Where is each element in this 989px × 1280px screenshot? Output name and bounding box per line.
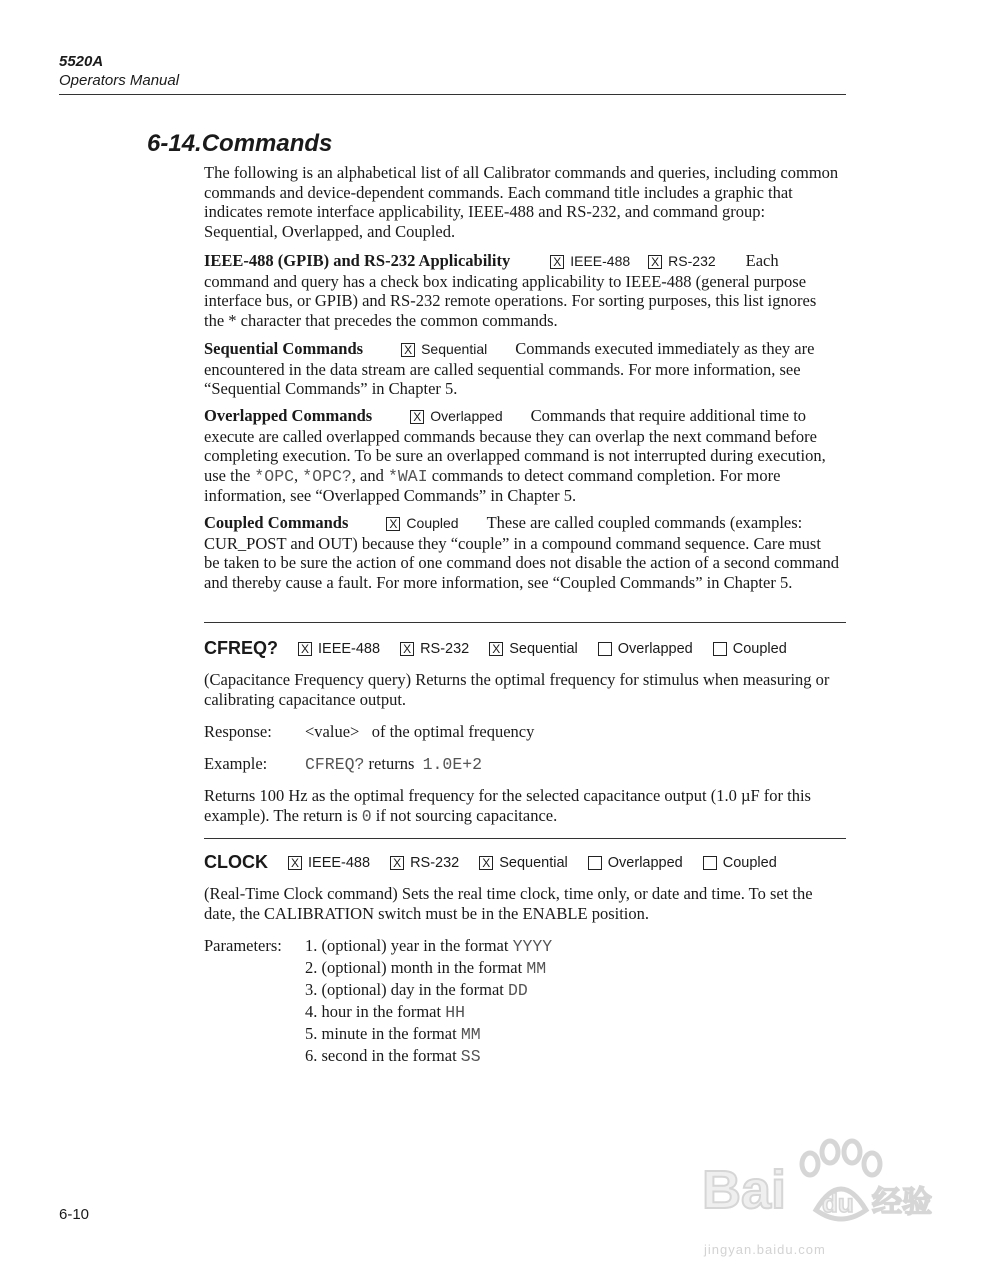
list-item: 6. second in the format SS xyxy=(305,1046,481,1066)
clock-title-row xyxy=(204,852,797,873)
flag-overlapped: Overlapped xyxy=(598,641,693,657)
sequential-paragraph xyxy=(204,339,840,399)
manual-model: 5520A xyxy=(59,53,104,70)
coupled-heading: Coupled Commands xyxy=(204,513,349,532)
coupled-block xyxy=(204,513,840,592)
checkbox-icon xyxy=(713,642,727,656)
return-zero: 0 xyxy=(361,806,372,826)
coupled-text: These are called coupled commands (examples: CUR_POST and OUT) because they “couple” in a compound command sequence. Care must be taken to be sure the action of one command does not disable the action of a second command and thereby cause a fault. For more information, see “Coupled Commands” in Chapter 5. xyxy=(204,513,840,592)
section-title xyxy=(147,130,332,158)
parameters-list xyxy=(305,935,552,1067)
checkbox-icon xyxy=(703,856,717,870)
checkbox-icon: X xyxy=(648,255,662,269)
intro-paragraph: The following is an alphabetical list of all Calibrator commands and queries, including common commands and device-dependent commands. Each command title includes a graphic that indicates remote interface applicability, IEEE-488 and RS-232, and command group: Sequential, Overlapped, and Coupled. xyxy=(204,163,839,241)
checkbox-icon: X xyxy=(410,410,424,424)
flag-coupled: Coupled xyxy=(713,641,787,657)
parameters-label: Parameters: xyxy=(204,936,282,955)
example-value: 1.0E+2 xyxy=(422,755,483,774)
flag-rs232: X RS-232 xyxy=(400,641,469,657)
checkbox-icon: X xyxy=(390,856,404,870)
section-number: 6-14. xyxy=(147,130,202,157)
list-item: 5. minute in the format MM xyxy=(305,1024,481,1044)
applicability-block xyxy=(204,251,840,330)
checkbox-icon xyxy=(598,642,612,656)
legend-overlapped: X Overlapped xyxy=(410,406,502,427)
command-name: CFREQ? xyxy=(204,638,278,658)
list-item: 4. hour in the format HH xyxy=(305,1002,466,1022)
list-item: 1. (optional) year in the format YYYY xyxy=(305,936,553,956)
applicability-paragraph xyxy=(204,251,840,330)
overlapped-block xyxy=(204,406,840,506)
section-name: Commands xyxy=(201,130,333,157)
opc-command: *OPC xyxy=(254,466,295,486)
svg-text:Bai: Bai xyxy=(702,1160,787,1220)
cfreq-example-line xyxy=(204,754,840,775)
list-item: 2. (optional) month in the format MM xyxy=(305,958,547,978)
checkbox-icon: X xyxy=(479,856,493,870)
cfreq-description: (Capacitance Frequency query) Returns the optimal frequency for stimulus when measuring or calibrating capacitance output. xyxy=(204,670,830,709)
cfreq-note-block xyxy=(204,786,840,826)
checkbox-icon: X xyxy=(489,642,503,656)
checkbox-icon: X xyxy=(386,517,400,531)
response-text: of the optimal frequency xyxy=(371,722,535,741)
clock-description: (Real-Time Clock command) Sets the real time clock, time only, or date and time. To set the date, the CALIBRATION switch must be in the ENABLE position. xyxy=(204,884,813,923)
flag-ieee488: X IEEE-488 xyxy=(288,855,370,871)
wai-command: *WAI xyxy=(387,466,428,486)
legend-sequential: X Sequential xyxy=(401,339,487,360)
watermark-logo xyxy=(700,1130,940,1257)
svg-text:du: du xyxy=(822,1188,854,1218)
checkbox-icon xyxy=(588,856,602,870)
flag-coupled: Coupled xyxy=(703,855,777,871)
flag-sequential: X Sequential xyxy=(489,641,578,657)
example-label: Example: xyxy=(204,754,268,773)
applicability-heading: IEEE-488 (GPIB) and RS-232 Applicability xyxy=(204,251,511,270)
legend-ieee488: X IEEE-488 xyxy=(550,251,630,272)
overlapped-text-2: commands to detect command completion. For more information, see “Overlapped Commands” in Chapter 5. xyxy=(204,465,781,506)
list-item: 3. (optional) day in the format DD xyxy=(305,980,528,1000)
checkbox-icon: X xyxy=(401,343,415,357)
legend-rs232: X RS-232 xyxy=(648,251,715,272)
cfreq-description-block xyxy=(204,670,840,709)
applicability-text: Each command and query has a check box indicating applicability to IEEE-488 (general purpose interface bus, or GPIB) and RS-232 remote operations. For sorting purposes, this list ignores the * character that precedes the common commands. xyxy=(204,251,817,330)
example-command: CFREQ? xyxy=(305,755,365,774)
checkbox-icon: X xyxy=(550,255,564,269)
response-label: Response: xyxy=(204,722,272,741)
opc-query-command: *OPC? xyxy=(302,466,352,486)
coupled-paragraph xyxy=(204,513,840,592)
command-divider xyxy=(204,838,846,839)
watermark-url: jingyan.baidu.com xyxy=(704,1242,826,1257)
cfreq-response-line xyxy=(204,722,840,742)
sequential-block xyxy=(204,339,840,399)
flag-overlapped: Overlapped xyxy=(588,855,683,871)
checkbox-icon: X xyxy=(288,856,302,870)
example-returns: returns xyxy=(368,754,415,773)
manual-title: Operators Manual xyxy=(59,72,180,89)
overlapped-text-1: Commands that require additional time to execute are called overlapped commands because they can overlap the next command before completing execution. To be sure an overlapped command is not interrupted during execution, use the xyxy=(204,406,826,485)
svg-text:经验: 经验 xyxy=(872,1185,932,1220)
clock-description-block xyxy=(204,884,840,923)
overlapped-heading: Overlapped Commands xyxy=(204,406,373,425)
overlapped-paragraph: Overlapped Commands X Overlapped Commands that require additional time to execute are called overlapped commands because they can overlap the next command before completing execution. To be sure an overlapped command is not interrupted during execution, use the *OPC, *OPC?, and *WAI commands to detect command completion. For more information, see “Overlapped Commands” in Chapter 5. xyxy=(204,406,826,506)
checkbox-icon: X xyxy=(298,642,312,656)
parameters-label-block xyxy=(204,936,304,956)
legend-coupled: X Coupled xyxy=(386,513,458,534)
flag-rs232: X RS-232 xyxy=(390,855,459,871)
command-divider xyxy=(204,622,846,623)
intro-block xyxy=(204,163,840,241)
page-number: 6-10 xyxy=(59,1206,90,1223)
flag-ieee488: X IEEE-488 xyxy=(298,641,380,657)
checkbox-icon: X xyxy=(400,642,414,656)
sequential-text: Commands executed immediately as they are encountered in the data stream are called sequential commands. For more information, see “Sequential Commands” in Chapter 5. xyxy=(204,339,815,399)
command-name: CLOCK xyxy=(204,852,268,872)
header-divider xyxy=(59,94,846,95)
sequential-heading: Sequential Commands xyxy=(204,339,364,358)
flag-sequential: X Sequential xyxy=(479,855,568,871)
response-value: <value> xyxy=(305,722,360,741)
cfreq-note: Returns 100 Hz as the optimal frequency for the selected capacitance output (1.0 µF for this example). The return is 0 if not sourcing capacitance. xyxy=(204,786,811,826)
running-header xyxy=(59,52,179,90)
cfreq-title-row xyxy=(204,638,807,659)
baidu-paw-icon xyxy=(700,1130,940,1240)
